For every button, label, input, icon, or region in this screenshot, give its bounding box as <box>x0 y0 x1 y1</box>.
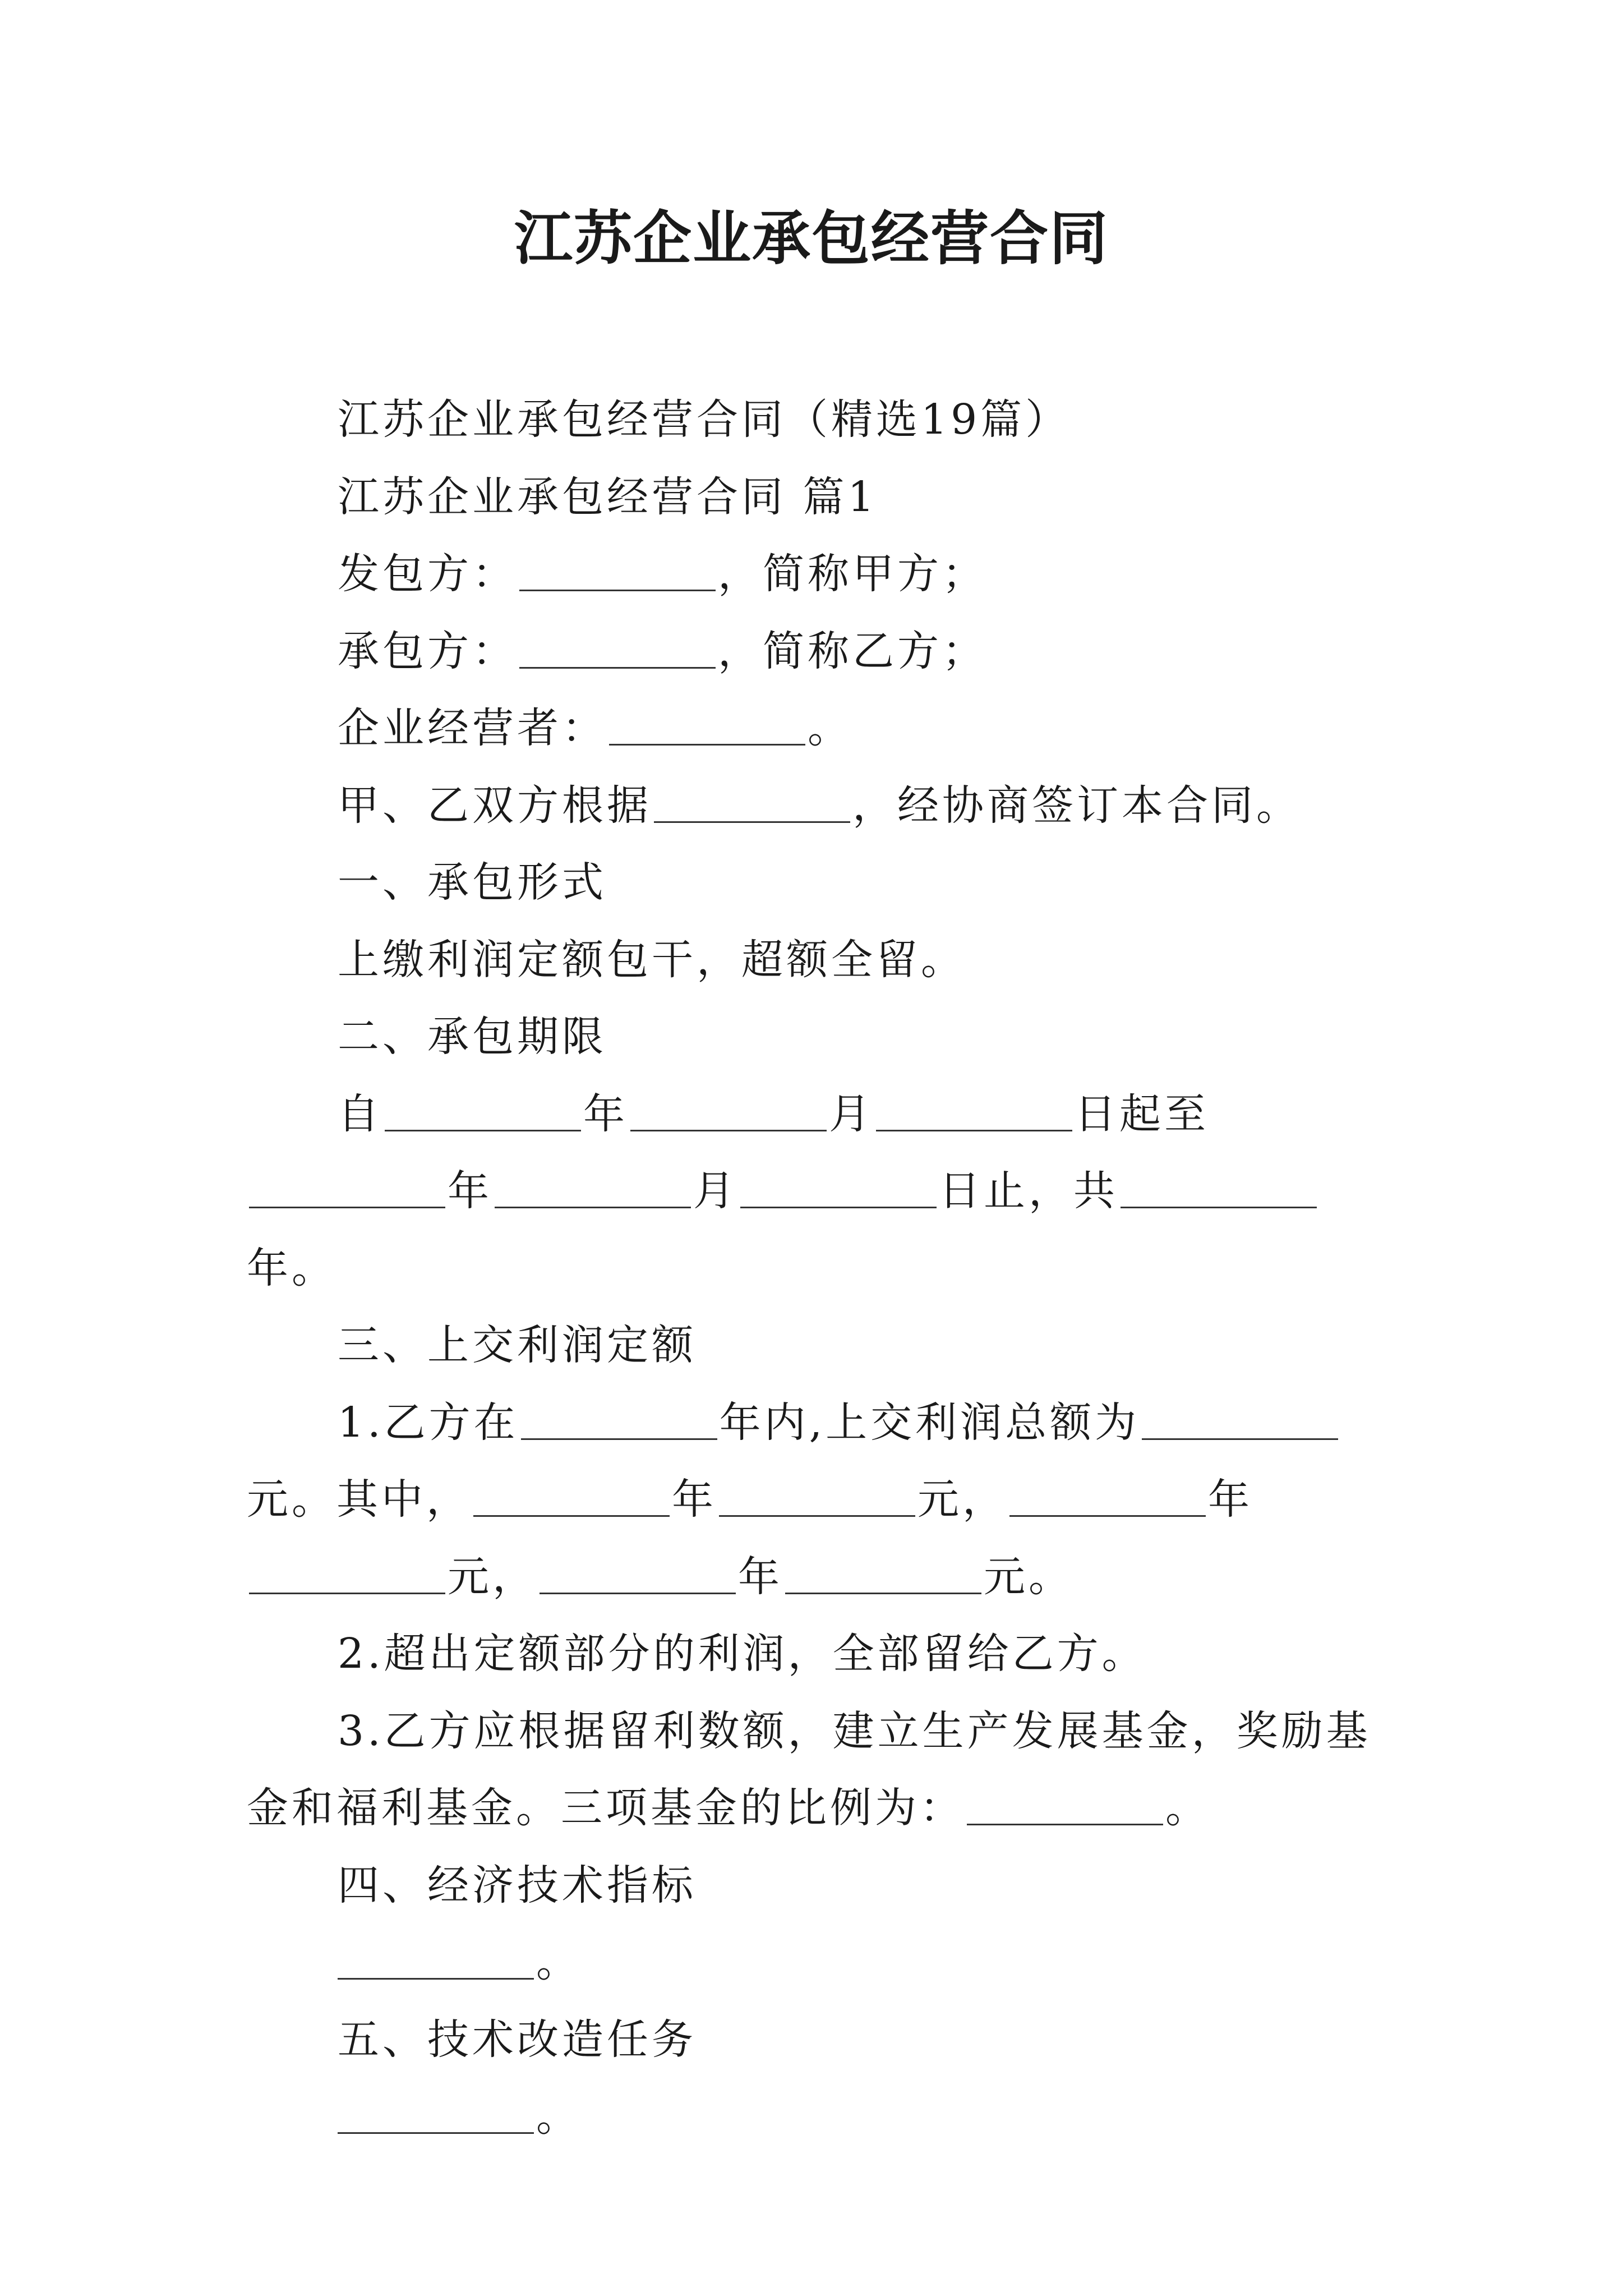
text: 元。 <box>984 1552 1073 1601</box>
text: 承包方： <box>338 627 517 675</box>
blank-line <box>473 1474 670 1517</box>
blank-line <box>495 1165 691 1208</box>
blank-line <box>1009 1474 1206 1517</box>
text: 江苏企业承包经营合同（精选19篇） <box>338 395 1071 444</box>
text: 年。 <box>247 1244 336 1292</box>
text: 一、承包形式 <box>338 858 607 907</box>
text: 三、上交利润定额 <box>338 1321 697 1369</box>
text: 年 <box>583 1089 628 1138</box>
paragraph-contract-form <box>247 922 1391 999</box>
blank-line <box>519 548 716 591</box>
paragraph-profit-quota-3 <box>247 1693 1391 1847</box>
paragraph-tech-indicators <box>247 1924 1391 2001</box>
text: 。 <box>536 1938 581 1986</box>
paragraph-operator <box>247 690 1391 767</box>
paragraph-subtitle <box>247 381 1391 459</box>
paragraph-profit-quota-2 <box>247 1616 1391 1693</box>
text: 。 <box>536 2092 581 2141</box>
blank-line <box>338 2091 534 2134</box>
text: 日起至 <box>1075 1089 1209 1138</box>
text: 自 <box>338 1089 382 1138</box>
text: 年 <box>738 1552 783 1601</box>
paragraph-contract-term <box>247 1076 1391 1308</box>
blank-line <box>249 1551 445 1594</box>
text: 年 <box>672 1475 717 1524</box>
blank-line <box>785 1551 981 1594</box>
blank-line <box>654 780 850 823</box>
document-title: 江苏企业承包经营合同 <box>514 204 1109 273</box>
heading-contract-term <box>247 999 1391 1076</box>
document-body <box>247 381 1391 2156</box>
text: 月 <box>693 1167 738 1215</box>
text: 企业经营者： <box>338 704 607 752</box>
blank-line <box>740 1165 937 1208</box>
blank-line <box>967 1782 1163 1825</box>
text: ，经协商签订本合同。 <box>852 781 1301 830</box>
blank-line <box>385 1088 581 1131</box>
blank-line <box>1121 1165 1317 1208</box>
text: 元。其中， <box>247 1475 471 1524</box>
paragraph-profit-quota-1 <box>247 1384 1391 1616</box>
text: 四、经济技术指标 <box>338 1861 697 1910</box>
paragraph-party-a <box>247 536 1391 613</box>
heading-profit-quota <box>247 1307 1391 1384</box>
text: ，简称甲方； <box>718 550 987 598</box>
text: 江苏企业承包经营合同 篇1 <box>338 472 878 521</box>
blank-line <box>338 1936 534 1980</box>
blank-line <box>609 702 805 746</box>
text: 发包方： <box>338 550 517 598</box>
paragraph-tech-renovation <box>247 2078 1391 2156</box>
text: ，简称乙方； <box>718 627 987 675</box>
text: 元， <box>448 1552 537 1601</box>
paragraph-party-b <box>247 613 1391 691</box>
text: 五、技术改造任务 <box>338 2015 697 2064</box>
heading-tech-indicators <box>247 1847 1391 1925</box>
text: 月 <box>829 1089 874 1138</box>
blank-line <box>519 625 716 669</box>
blank-line <box>521 1397 717 1440</box>
blank-line <box>630 1088 827 1131</box>
blank-line <box>1142 1397 1338 1440</box>
text: 年 <box>448 1167 492 1215</box>
blank-line <box>540 1551 736 1594</box>
text: 。 <box>1165 1784 1210 1832</box>
text: 日止，共 <box>939 1167 1118 1215</box>
blank-line <box>876 1088 1072 1131</box>
blank-line <box>719 1474 915 1517</box>
text: 2.超出定额部分的利润，全部留给乙方。 <box>338 1630 1147 1678</box>
text: 1.乙方在 <box>338 1398 519 1447</box>
text: 甲、乙双方根据 <box>338 781 652 830</box>
paragraph-basis <box>247 767 1391 845</box>
text: 年 <box>1208 1475 1253 1524</box>
text: 年内,上交利润总额为 <box>719 1398 1140 1447</box>
text: 。 <box>808 704 852 752</box>
heading-tech-renovation <box>247 2001 1391 2079</box>
text: 上缴利润定额包干，超额全留。 <box>338 935 966 984</box>
text: 二、承包期限 <box>338 1013 607 1061</box>
blank-line <box>249 1165 445 1208</box>
text: 3.乙方应根据留利数额，建立生产发展基金，奖励基金和福利基金。三项基金的比例为： <box>247 1706 1371 1832</box>
heading-contract-form <box>247 844 1391 922</box>
paragraph-section-heading <box>247 459 1391 536</box>
text: 元， <box>917 1475 1007 1524</box>
